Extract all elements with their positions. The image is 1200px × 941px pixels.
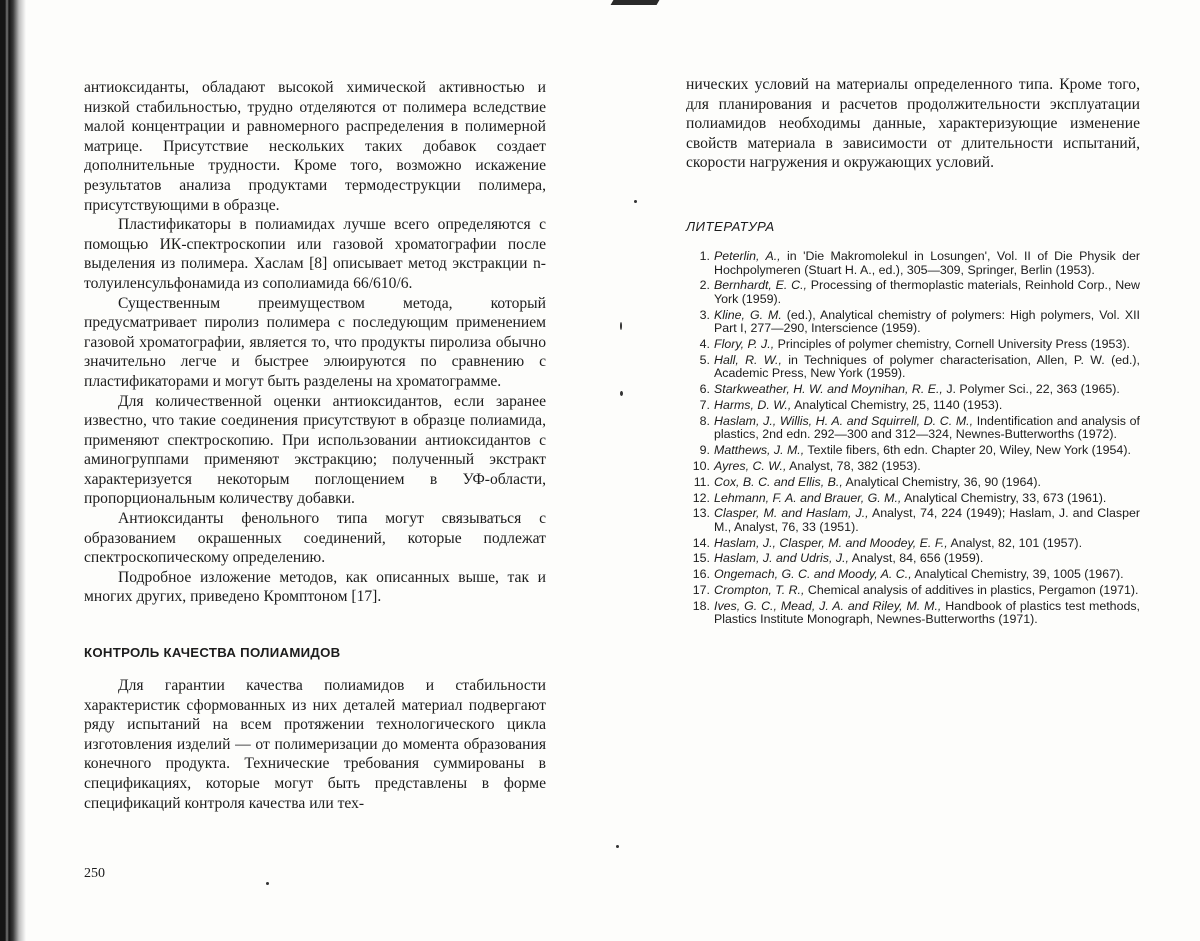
reference-item: [686, 415, 1140, 442]
reference-number: 9.: [699, 443, 710, 458]
reference-author: Ives, G. C., Mead, J. A. and Riley, M. M.,: [714, 598, 942, 613]
paragraph: Пластификаторы в полиамидах лучше всего определяются с помощью ИК-спектроскопии или газовой хроматографии после выделения из полимера. Хаслам [8] описывает метод экстракции n-толуиленсульфонамида из сополиамида 66/610/6.: [84, 216, 546, 292]
reference-text: Analytical Chemistry, 33, 673 (1961).: [901, 490, 1107, 505]
scan-speck: [634, 200, 637, 203]
reference-author: Harms, D. W.,: [714, 398, 792, 413]
reference-number: 1.: [699, 248, 710, 263]
scan-speck: [620, 391, 623, 396]
reference-author: Bernhardt, E. C.,: [714, 278, 807, 293]
paragraph: Подробное изложение методов, как описанных выше, так и многих других, приведено Кромптоном [17].: [84, 568, 546, 606]
reference-author: Crompton, T. R.,: [714, 583, 805, 598]
reference-text: Indentification and analysis of plastics, 2nd edn. 292—300 and 312—324, Newnes-Butterworths (1972).: [714, 413, 1140, 442]
left-page: [84, 78, 546, 938]
paragraph: Для гарантии качества полиамидов и стабильности характеристик сформованных из них деталей материал подвергают ряду испытаний на всем протяжении технологического цикла изготовления изделий — от полимеризации до момента образования конечного продукта. Технические требования суммированы в спецификациях, которые могут быть представлены в форме спецификаций контроля качества или тех-: [84, 677, 546, 812]
reference-author: Cox, B. C. and Ellis, B.,: [714, 474, 843, 489]
reference-number: 15.: [692, 551, 710, 566]
reference-number: 7.: [699, 398, 710, 413]
reference-number: 2.: [699, 278, 710, 293]
reference-item: [686, 279, 1140, 306]
reference-text: Analytical Chemistry, 36, 90 (1964).: [842, 474, 1041, 489]
reference-number: 4.: [699, 337, 710, 352]
reference-text: Chemical analysis of additives in plastics, Pergamon (1971).: [804, 583, 1139, 598]
reference-number: 10.: [692, 458, 710, 473]
reference-item: [686, 250, 1140, 277]
literature-heading: ЛИТЕРАТУРА: [686, 218, 775, 234]
binding-shadow: [0, 0, 26, 941]
reference-text: J. Polymer Sci., 22, 363 (1965).: [942, 382, 1120, 397]
reference-item: [686, 383, 1140, 397]
reference-author: Matthews, J. M.,: [714, 443, 805, 458]
reference-item: [686, 338, 1140, 352]
reference-author: Haslam, J., Clasper, M. and Moodey, E. F.,: [714, 535, 948, 550]
reference-number: 8.: [699, 413, 710, 428]
right-page: [686, 75, 1140, 935]
paragraph: нических условий на материалы определенного типа. Кроме того, для планирования и расчетов продолжительности эксплуатации полиамидов необходимы данные, характеризующие изменение свойств материала в зависимости от длительности испытаний, скорости нагружения и окружающих условий.: [686, 76, 1140, 172]
reference-text: Analyst, 78, 382 (1953).: [786, 458, 921, 473]
reference-item: [686, 537, 1140, 551]
paragraph: Антиоксиданты фенольного типа могут связываться с образованием окрашенных соединений, которые подлежат спектроскопическому определению.: [84, 510, 546, 567]
reference-item: [686, 552, 1140, 566]
reference-author: Hall, R. W.,: [714, 352, 782, 367]
page-number: 250: [84, 866, 105, 881]
reference-text: Analytical Chemistry, 39, 1005 (1967).: [911, 567, 1124, 582]
reference-text: (ed.), Analytical chemistry of polymers: High polymers, Vol. XII Part I, 277—290, Interscience (1959).: [714, 307, 1140, 336]
reference-list: [686, 250, 1140, 627]
paragraph: антиоксиданты, обладают высокой химической активностью и низкой стабильностью, трудно отделяются от полимера вследствие малой концентрации и равномерного распределения в полимерной матрице. Присутствие нескольких таких добавок создает дополнительные трудности. Кроме того, возможно искажение результатов анализа продуктами термодеструкции полимера, присутствующими в образце.: [84, 79, 546, 214]
scan-speck: [620, 322, 622, 330]
reference-text: Analyst, 84, 656 (1959).: [848, 551, 984, 566]
reference-text: Textile fibers, 6th edn. Chapter 20, Wiley, New York (1954).: [804, 443, 1131, 458]
reference-author: Clasper, M. and Haslam, J.,: [714, 506, 869, 521]
reference-item: [686, 309, 1140, 336]
reference-number: 11.: [693, 474, 710, 489]
reference-item: [686, 399, 1140, 413]
reference-text: in Techniques of polymer characterisation, Allen, P. W. (ed.), Academic Press, New York (1959).: [714, 352, 1140, 381]
reference-item: [686, 492, 1140, 506]
reference-author: Ayres, C. W.,: [714, 458, 787, 473]
reference-text: Analyst, 74, 224 (1949); Haslam, J. and Clasper M., Analyst, 76, 33 (1951).: [714, 506, 1140, 534]
reference-text: Principles of polymer chemistry, Cornell University Press (1953).: [774, 337, 1130, 352]
reference-item: [686, 460, 1140, 474]
reference-number: 17.: [692, 583, 710, 598]
paragraph: Для количественной оценки антиоксидантов, если заранее известно, что такие соединения присутствуют в образце полиамида, применяют спектроскопию. При использовании антиоксидантов с аминогруппами применяют экстракцию; полученный экстракт характеризуется некоторым поглощением в УФ-области, пропорциональным количеству добавки.: [84, 392, 546, 508]
reference-author: Kline, G. M.: [714, 307, 782, 322]
reference-item: [686, 507, 1140, 534]
reference-number: 13.: [692, 506, 710, 521]
reference-item: [686, 444, 1140, 458]
reference-author: Haslam, J. and Udris, J.,: [714, 551, 849, 566]
reference-item: [686, 584, 1140, 598]
reference-number: 12.: [692, 490, 710, 505]
reference-number: 14.: [692, 535, 710, 550]
reference-text: Analyst, 82, 101 (1957).: [947, 535, 1083, 550]
reference-number: 5.: [699, 352, 710, 367]
reference-item: [686, 354, 1140, 381]
reference-author: Haslam, J., Willis, H. A. and Squirrell, D. C. M.,: [714, 413, 974, 428]
scan-mark: [611, 0, 660, 5]
reference-text: Handbook of plastics test methods, Plastics Institute Monograph, Newnes-Butterworths (1971).: [714, 598, 1140, 627]
reference-author: Lehmann, F. A. and Brauer, G. M.,: [714, 490, 902, 505]
reference-text: Analytical Chemistry, 25, 1140 (1953).: [791, 398, 1003, 413]
reference-author: Peterlin, A.,: [714, 248, 781, 263]
reference-text: in 'Die Makromolekul in Losungen', Vol. II of Die Physik der Hochpolymeren (Stuart H. A., ed.), 305—309, Springer, Berlin (1953).: [714, 248, 1140, 277]
section-heading: КОНТРОЛЬ КАЧЕСТВА ПОЛИАМИДОВ: [84, 645, 341, 661]
scan-speck: [616, 845, 619, 848]
paragraph: Существенным преимуществом метода, который предусматривает пиролиз полимера с последующим применением газовой хроматографии, является то, что продукты пиролиза обычно значительно легче и быстрее элюируются по сравнению с пластификаторами и могут быть разделены на хроматограмме.: [84, 294, 546, 390]
reference-number: 18.: [692, 598, 710, 613]
reference-item: [686, 476, 1140, 490]
reference-item: [686, 600, 1140, 627]
reference-author: Starkweather, H. W. and Moynihan, R. E.,: [714, 382, 943, 397]
reference-author: Flory, P. J.,: [714, 337, 775, 352]
reference-number: 3.: [699, 307, 710, 322]
reference-number: 16.: [692, 567, 710, 582]
reference-text: Processing of thermoplastic materials, Reinhold Corp., New York (1959).: [714, 278, 1140, 306]
reference-item: [686, 568, 1140, 582]
reference-number: 6.: [699, 382, 710, 397]
reference-author: Ongemach, G. C. and Moody, A. C.,: [714, 567, 912, 582]
